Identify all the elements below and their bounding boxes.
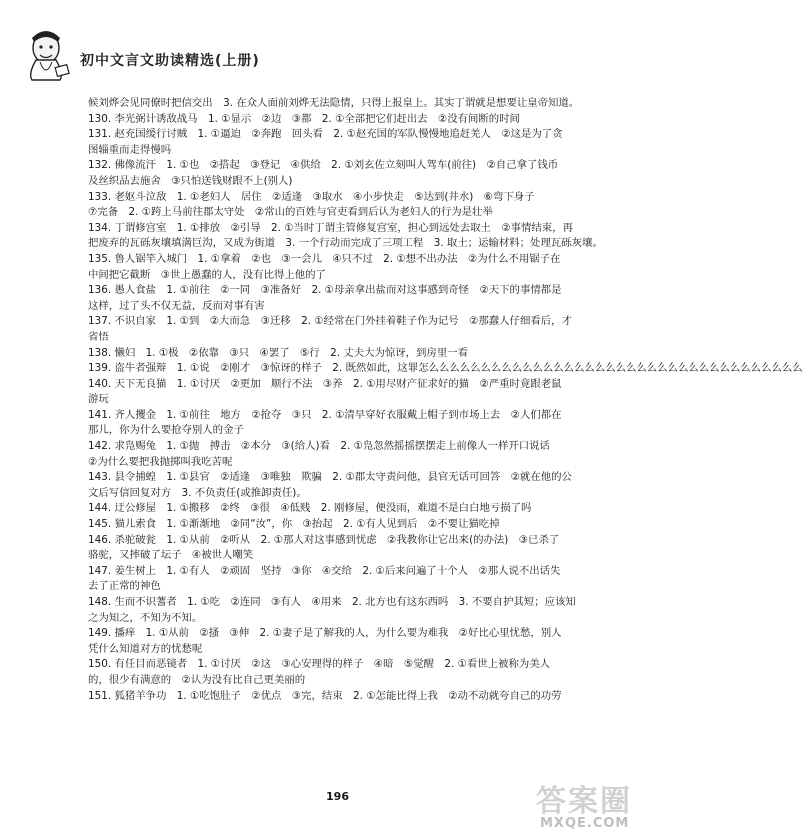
- text-line: 133. 老妪斗泣敌 1. ①老妇人 居住 ②适逢 ③取水 ④小步快走 ⑤达到(井水) ⑥弯下身子: [88, 190, 535, 203]
- page-header: [18, 22, 318, 82]
- text-line: 去了正常的神色: [88, 580, 161, 593]
- text-line: 骆驼，又摔破了坛子 ④被世人嘲笑: [88, 549, 254, 562]
- watermark-logo: [536, 776, 666, 832]
- text-line: 135. 鲁人锯竿入城门 1. ①拿着 ②也 ③一会儿 ④只不过 2. ①想不出办法 ②为什么不用锯子在: [88, 252, 561, 265]
- text-line: 141. 齐人攫金 1. ①前往 地方 ②抢夺 ③只 2. ①清早穿好衣服戴上帽子到市场上去 ②人们都在: [88, 408, 562, 421]
- text-line: 134. 丁谓修宫室 1. ①排放 ②引导 2. ①当时丁谓主管修复宫室，担心到远处去取土 ②事情结束，再: [88, 221, 573, 234]
- text-line: 之为知之，不知为不知。: [88, 611, 203, 624]
- text-line: 游玩: [88, 393, 109, 406]
- page-number: 196: [326, 790, 349, 803]
- text-line: 候刘烨会见同僚时把信交出 3. 在众人面前刘烨无法隐情，只得上报皇上。其实丁谓就是想要让皇帝知道。: [88, 97, 580, 109]
- watermark-text: 答案圈: [536, 784, 632, 819]
- text-line: 131. 赵充国缓行讨贼 1. ①逼迫 ②奔跑 回头看 2. ①赵充国的军队慢慢地追赶羌人 ②这是为了贪: [88, 128, 563, 141]
- text-line: 132. 佛像流汗 1. ①也 ②搭起 ③登记 ④供给 2. ①刘玄佐立刻叫人驾车(前往) ②自己拿了钱币: [88, 159, 559, 172]
- text-line: 140. 天下无良猫 1. ①讨厌 ②更加 顺行不法 ③养 2. ①用尽财产征求好的猫 ②严重时竟跟老鼠: [88, 377, 562, 390]
- text-line: 文后写信回复对方 3. 不负责任(或推卸责任)。: [88, 486, 307, 499]
- text-line: 142. 求凫赐兔 1. ①抛 搏击 ②本分 ③(给人)看 2. ①凫忽然摇摇摆摆走上前像人一样开口说话: [88, 440, 550, 453]
- answer-content: [88, 96, 803, 704]
- text-line: 150. 有任目而恶镜者 1. ①讨厌 ②这 ③心安理得的样子 ④暗 ⑤觉醒 2. ①看世上被称为美人: [88, 658, 551, 671]
- text-line: 130. 李光弼计诱敌战马 1. ①显示 ②边 ③都 2. ①全部把它们赶出去 ②没有间断的时间: [88, 112, 520, 125]
- text-line: 把废弃的瓦砾灰壤填满巨沟，又成为街道 3. 一个行动而完成了三项工程 3. 取土；运输材料；处理瓦砾灰壤。: [88, 237, 603, 250]
- text-line: 138. 懒妇 1. ①极 ②依靠 ③只 ④罢了 ⑤行 2. 丈夫大为惊讶，到房里一看: [88, 346, 468, 359]
- text-line: 那儿，你为什么要抢夺别人的金子: [88, 424, 244, 437]
- text-line: ⑦完备 2. ①跨上马前往郡太守处 ②常山的百姓与官吏看到后认为老妇人的行为是壮举: [88, 206, 493, 219]
- scholar-mascot-icon: [18, 22, 74, 82]
- watermark-url: MXQE.COM: [540, 816, 630, 831]
- text-line: 136. 愚人食盐 1. ①前往 ②一同 ③准备好 2. ①母亲拿出盐而对这事感到奇怪 ②天下的事情都是: [88, 284, 562, 297]
- text-line: 149. 播痒 1. ①从前 ②搔 ③伸 2. ①妻子是了解我的人，为什么要为难我 ②好比心里忧愁，别人: [88, 627, 562, 640]
- book-title: 初中文言文助读精选(上册): [80, 53, 260, 69]
- text-line: 139. 盗牛者强辩 1. ①说 ②刚才 ③惊讶的样子 2. 既然如此，这罪怎么么么么么么么么么么么么么么么么么么么么么么么么么么么么么么么么么么么么: [88, 362, 803, 375]
- text-line: ②为什么要把我抛掷叫我吃苦呢: [88, 455, 233, 468]
- text-line: 145. 猫儿索食 1. ①渐渐地 ②同“汝”，你 ③抬起 2. ①有人见到后 ②不要让猫吃掉: [88, 518, 500, 531]
- text-line: 这样，过了头不仅无益，反而对事有害: [88, 299, 265, 312]
- text-line: 148. 生而不识蓍者 1. ①吃 ②连同 ③有人 ④用来 2. 北方也有这东西吗 3. 不要自护其短；应该知: [88, 596, 576, 608]
- text-line: 143. 县令捕蝗 1. ①县官 ②适逢 ③唯独 欺骗 2. ①郡太守责问他，县官无话可回答 ②就在他的公: [88, 471, 572, 484]
- text-line: 图辎重而走得慢吗: [88, 143, 172, 156]
- text-line: 凭什么知道对方的忧愁呢: [88, 642, 203, 655]
- text-line: 137. 不识自家 1. ①到 ②大而急 ③迁移 2. ①经常在门外挂着鞋子作为记号 ②那蠢人仔细看后，才: [88, 315, 572, 328]
- text-line: 的，很少有满意的 ②认为没有比自己更美丽的: [88, 673, 306, 686]
- text-line: 144. 迂公修屋 1. ①搬移 ②终 ③很 ④低贱 2. 刚修屋，便没雨，难道不是白白地亏损了吗: [88, 502, 532, 515]
- text-line: 147. 姜生树上 1. ①有人 ②顽固 坚持 ③你 ④交给 2. ①后来问遍了十个人 ②那人说不出话失: [88, 564, 561, 577]
- text-line: 146. 杀驼破瓮 1. ①从前 ②听从 2. ①那人对这事感到忧虑 ②我教你让它出来(的办法) ③已杀了: [88, 533, 560, 546]
- text-line: 及丝织品去施舍 ③只怕送钱财跟不上(别人): [88, 174, 293, 187]
- text-line: 中间把它截断 ③世上愚蠢的人，没有比得上他的了: [88, 268, 326, 281]
- text-line: 省悟: [88, 330, 109, 343]
- text-line: 151. 狐猪羊争功 1. ①吃饱肚子 ②优点 ③完，结束 2. ①怎能比得上我 ②动不动就夸自己的功劳: [88, 689, 562, 702]
